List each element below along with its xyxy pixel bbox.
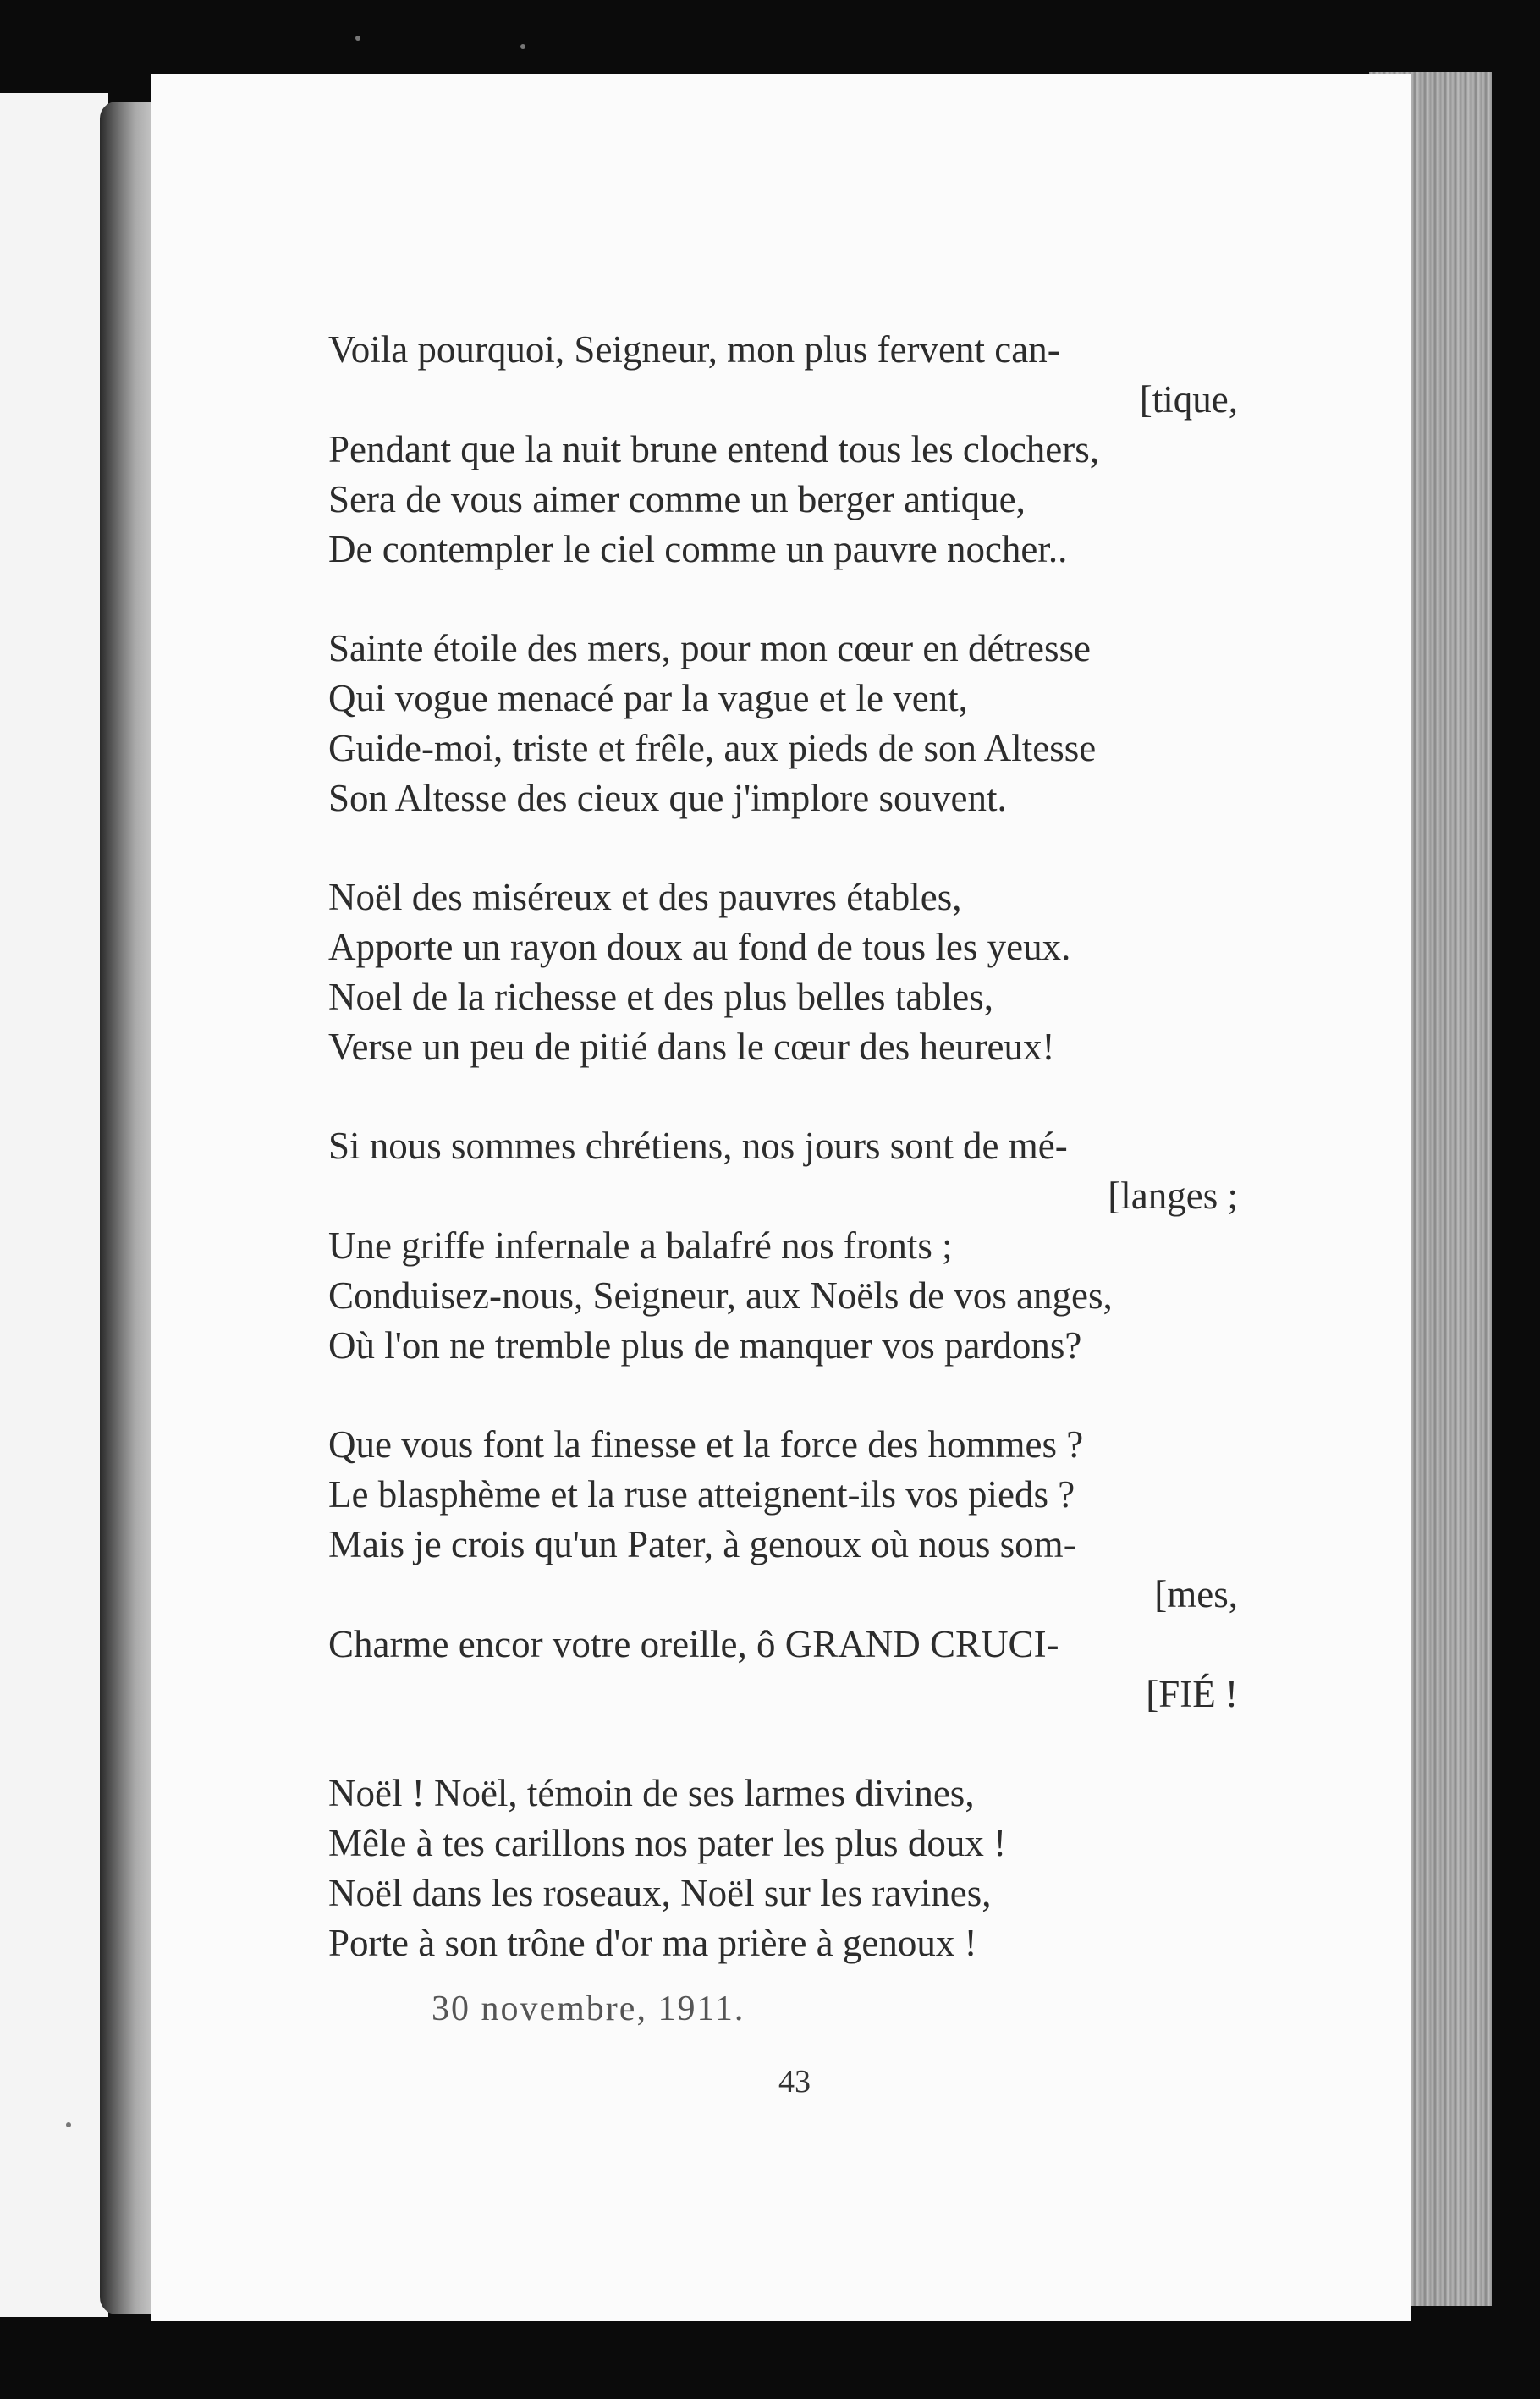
verse-line: Noël des miséreux et des pauvres étables,	[328, 876, 962, 918]
verse-line: Mais je crois qu'un Pater, à genoux où nous som-	[328, 1523, 1076, 1565]
poem-body	[328, 325, 1238, 2017]
poem-date: 30 novembre, 1911.	[432, 1989, 745, 2028]
verse-line: Noel de la richesse et des plus belles tables,	[328, 976, 994, 1018]
verse-line: De contempler le ciel comme un pauvre nocher..	[328, 528, 1068, 570]
left-page	[0, 93, 108, 2317]
stanza	[328, 1121, 1238, 1371]
stanza	[328, 1420, 1238, 1719]
verse-line: Qui vogue menacé par la vague et le vent,	[328, 677, 968, 719]
verse-line: Si nous sommes chrétiens, nos jours sont de mé-	[328, 1125, 1068, 1167]
verse-line: Noël ! Noël, témoin de ses larmes divines,	[328, 1772, 975, 1814]
verse-line: Charme encor votre oreille, ô GRAND CRUCI-	[328, 1623, 1059, 1665]
verse-line: Verse un peu de pitié dans le cœur des heureux!	[328, 1026, 1055, 1068]
verse-line: Que vous font la finesse et la force des hommes ?	[328, 1423, 1084, 1466]
verse-line: Mêle à tes carillons nos pater les plus doux !	[328, 1822, 1007, 1864]
verse-line: Une griffe infernale a balafré nos fronts ;	[328, 1224, 953, 1267]
verse-line-continuation: [FIÉ !	[1146, 1673, 1238, 1715]
verse-line: Guide-moi, triste et frêle, aux pieds de son Altesse	[328, 727, 1097, 769]
stanza	[328, 624, 1238, 823]
stanza	[328, 1769, 1238, 1968]
verse-line-continuation: [tique,	[1139, 378, 1238, 421]
dust-speck	[355, 36, 360, 41]
verse-line-continuation: [mes,	[1154, 1573, 1238, 1615]
verse-line: Apporte un rayon doux au fond de tous les yeux.	[328, 926, 1071, 968]
stanza	[328, 872, 1238, 1072]
dust-speck	[520, 44, 525, 49]
verse-line: Sera de vous aimer comme un berger antique,	[328, 478, 1026, 520]
verse-line: Voila pourquoi, Seigneur, mon plus fervent can-	[328, 328, 1060, 371]
verse-line: Pendant que la nuit brune entend tous les clochers,	[328, 428, 1100, 470]
stanza	[328, 325, 1238, 575]
page-number: 43	[778, 2064, 811, 2099]
verse-line: Porte à son trône d'or ma prière à genoux !	[328, 1922, 977, 1964]
verse-line: Sainte étoile des mers, pour mon cœur en détresse	[328, 627, 1091, 669]
verse-line: Son Altesse des cieux que j'implore souvent.	[328, 777, 1007, 819]
verse-line: Le blasphème et la ruse atteignent-ils vos pieds ?	[328, 1473, 1075, 1516]
verse-line: Où l'on ne tremble plus de manquer vos pardons?	[328, 1324, 1082, 1367]
dust-speck	[66, 2122, 71, 2127]
verse-line: Conduisez-nous, Seigneur, aux Noëls de vos anges,	[328, 1274, 1113, 1317]
verse-line: Noël dans les roseaux, Noël sur les ravines,	[328, 1872, 992, 1914]
verse-line-continuation: [langes ;	[1108, 1175, 1238, 1217]
